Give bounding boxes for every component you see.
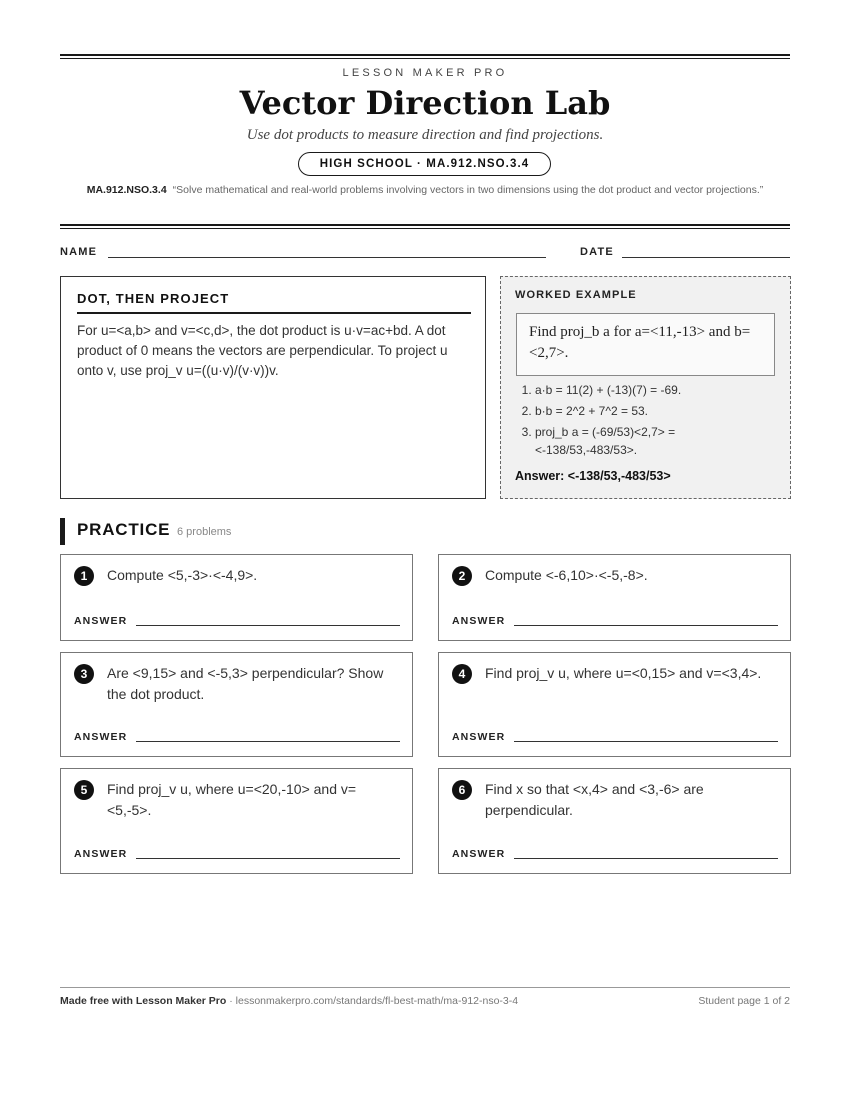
practice-count: 6 problems [177, 526, 232, 538]
footer-url[interactable]: · lessonmakerpro.com/standards/fl-best-math/ma-912-nso-3-4 [226, 995, 519, 1007]
answer-line[interactable] [136, 741, 400, 742]
answer-label: ANSWER [74, 731, 128, 743]
brand-name: LESSON MAKER PRO [342, 67, 508, 79]
grade-standard-badge: HIGH SCHOOL · MA.912.NSO.3.4 [298, 152, 551, 176]
footer-credit [60, 995, 518, 1007]
date-label: DATE [580, 246, 614, 258]
header-bottom-rule [60, 224, 790, 229]
worked-example-heading: WORKED EXAMPLE [515, 289, 637, 301]
name-label: NAME [60, 246, 98, 258]
name-date-row [60, 246, 790, 260]
problem-number-badge: 3 [74, 664, 94, 684]
problem-card-3 [60, 652, 413, 757]
answer-line[interactable] [514, 741, 778, 742]
problem-card-6 [438, 768, 791, 874]
problem-number-badge: 6 [452, 780, 472, 800]
footer-made-with: Made free with Lesson Maker Pro [60, 995, 227, 1007]
top-rule [60, 54, 790, 59]
worked-example-box [500, 276, 791, 499]
standard-text: “Solve mathematical and real-world problems involving vectors in two dimensions using the dot product and vector projections.” [172, 184, 764, 196]
answer-label: ANSWER [74, 848, 128, 860]
problem-text: Find proj_v u, where u=<20,-10> and v=<5,-5>. [107, 781, 357, 818]
answer-line[interactable] [136, 625, 400, 626]
problem-number-badge: 1 [74, 566, 94, 586]
problem-card-4 [438, 652, 791, 757]
problem-text: Compute <5,-3>·<-4,9>. [107, 567, 258, 583]
worked-step: 3. proj_b a = (-69/53)<2,7> = <-138/53,-483/53>. [535, 423, 780, 459]
answer-label: ANSWER [452, 615, 506, 627]
practice-heading: PRACTICE [77, 520, 171, 539]
worked-example-steps [515, 381, 780, 462]
concept-divider [77, 312, 471, 314]
problem-number-badge: 4 [452, 664, 472, 684]
problem-text: Compute <-6,10>·<-5,-8>. [485, 567, 648, 583]
concept-box [60, 276, 486, 499]
worked-example-answer: Answer: <-138/53,-483/53> [515, 469, 671, 483]
problem-number-badge: 2 [452, 566, 472, 586]
answer-line[interactable] [514, 625, 778, 626]
page-subtitle: Use dot products to measure direction and find projections. [246, 127, 604, 143]
answer-label: ANSWER [74, 615, 128, 627]
worked-example-problem: Find proj_b a for a=<11,-13> and b=<2,7>. [516, 313, 775, 376]
answer-line[interactable] [514, 858, 778, 859]
problem-text: Are <9,15> and <-5,3> perpendicular? Show the dot product. [107, 665, 384, 702]
practice-accent-bar [60, 518, 65, 545]
standard-description [80, 182, 770, 198]
worked-step: 2. b·b = 2^2 + 7^2 = 53. [535, 402, 780, 420]
problem-text: Find proj_v u, where u=<0,15> and v=<3,4>. [485, 665, 762, 681]
problem-card-2 [438, 554, 791, 641]
standard-code: MA.912.NSO.3.4 [86, 184, 167, 196]
answer-label: ANSWER [452, 731, 506, 743]
page-number: Student page 1 of 2 [698, 995, 790, 1007]
answer-line[interactable] [136, 858, 400, 859]
page-title: Vector Direction Lab [239, 84, 611, 122]
answer-label: ANSWER [452, 848, 506, 860]
concept-heading: DOT, THEN PROJECT [77, 291, 230, 306]
problem-card-1 [60, 554, 413, 641]
concept-text: For u=<a,b> and v=<c,d>, the dot product is u·v=ac+bd. A dot product of 0 means the vectors are perpendicular. To project u onto v, use proj_v u=((u·v)/(v·v))v. [77, 323, 448, 378]
date-line[interactable] [622, 257, 790, 258]
name-line[interactable] [108, 257, 546, 258]
problem-card-5 [60, 768, 413, 874]
problem-text: Find x so that <x,4> and <3,-6> are perpendicular. [485, 781, 704, 818]
footer-rule [60, 987, 790, 988]
worked-step: 1. a·b = 11(2) + (-13)(7) = -69. [535, 381, 780, 399]
problem-number-badge: 5 [74, 780, 94, 800]
